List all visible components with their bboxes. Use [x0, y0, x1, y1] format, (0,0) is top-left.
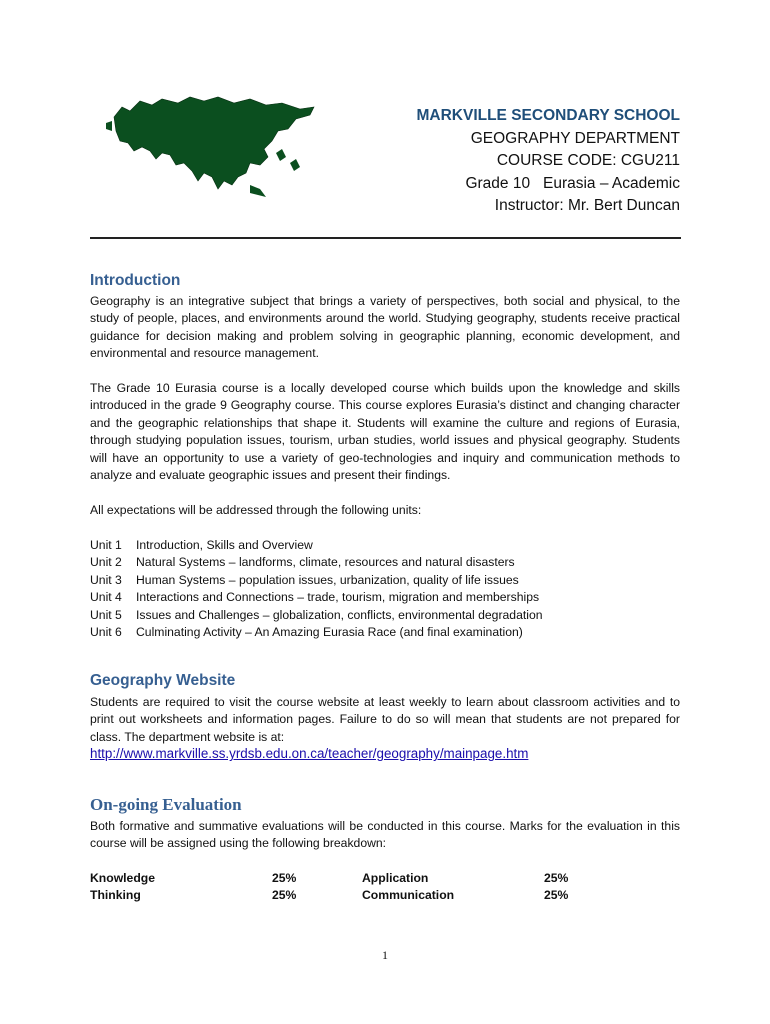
intro-heading: Introduction: [90, 272, 181, 289]
category-weight: 25%: [272, 871, 297, 885]
instructor-line: Instructor: Mr. Bert Duncan: [494, 197, 680, 214]
department-website-link[interactable]: http://www.markville.ss.yrdsb.edu.on.ca/teacher/geography/mainpage.htm: [90, 746, 529, 761]
unit-text: Interactions and Connections – trade, tourism, migration and memberships: [136, 590, 540, 605]
intro-paragraph-3: All expectations will be addressed through the following units:: [90, 503, 422, 517]
unit-text: Introduction, Skills and Overview: [136, 538, 313, 552]
list-item: [90, 537, 543, 554]
category-label: Knowledge: [90, 871, 156, 885]
category-label: Application: [362, 871, 429, 885]
list-item: [90, 607, 543, 624]
list-item: [90, 572, 543, 589]
eurasia-map-logo: [100, 93, 320, 198]
category-label: Communication: [362, 888, 455, 903]
table-row: [90, 870, 568, 887]
category-label: Thinking: [90, 888, 141, 903]
evaluation-paragraph: Both formative and summative evaluations will be conducted in this course. Marks for the evaluation in this course will be assigned using the following breakdown:: [90, 819, 680, 851]
category-weight: 25%: [272, 888, 297, 903]
website-paragraph: Students are required to visit the course website at least weekly to learn about classroom activities and to print out worksheets and information pages. Failure to do so will mean that students are not prepared for class. The department website is at:: [90, 695, 680, 744]
page-number: 1: [382, 948, 388, 962]
intro-paragraph-1: Geography is an integrative subject that brings a variety of perspectives, both social and physical, to the study of people, places, and environments around the world. Studying geography, students receive practical guidance for decision making and problem solving in geographic planning, economic development, and environmental and resource management.: [90, 294, 680, 361]
category-weight: 25%: [544, 871, 569, 885]
unit-list: [90, 537, 543, 641]
unit-number: Unit 5: [90, 607, 122, 622]
unit-number: Unit 4: [90, 590, 122, 605]
website-heading: Geography Website: [90, 672, 236, 689]
unit-text: Issues and Challenges – globalization, conflicts, environmental degradation: [136, 607, 543, 622]
school-name: MARKVILLE SECONDARY SCHOOL: [416, 107, 680, 124]
unit-number: Unit 1: [90, 538, 122, 552]
evaluation-table: [90, 870, 568, 905]
table-row: [90, 887, 568, 904]
evaluation-heading: On-going Evaluation: [90, 795, 242, 814]
unit-text: Natural Systems – landforms, climate, resources and natural disasters: [136, 555, 515, 570]
header-divider: [90, 237, 681, 239]
list-item: [90, 554, 543, 571]
intro-paragraph-2: The Grade 10 Eurasia course is a locally developed course which builds upon the knowledge and skills introduced in the grade 9 Geography course. This course explores Eurasia’s distinct and changing character and the geographic relationships that shape it. Students will examine the culture and regions of Eurasia, through studying population issues, tourism, urban studies, world issues and physical geography. Students will have an opportunity to use a variety of geo-technologies and inquiry and communication methods to analyze and evaluate geographic issues and present their findings.: [90, 381, 680, 483]
list-item: [90, 589, 543, 606]
unit-number: Unit 3: [90, 572, 122, 587]
list-item: [90, 624, 543, 641]
grade-line: Grade 10 Eurasia – Academic: [465, 174, 680, 192]
category-weight: 25%: [544, 888, 569, 903]
course-code: COURSE CODE: CGU211: [496, 152, 680, 169]
unit-number: Unit 6: [90, 625, 122, 640]
header-block: [416, 105, 680, 218]
unit-number: Unit 2: [90, 555, 122, 570]
unit-text: Culminating Activity – An Amazing Eurasia Race (and final examination): [136, 625, 523, 640]
unit-text: Human Systems – population issues, urbanization, quality of life issues: [136, 572, 519, 587]
department-name: GEOGRAPHY DEPARTMENT: [470, 129, 680, 147]
